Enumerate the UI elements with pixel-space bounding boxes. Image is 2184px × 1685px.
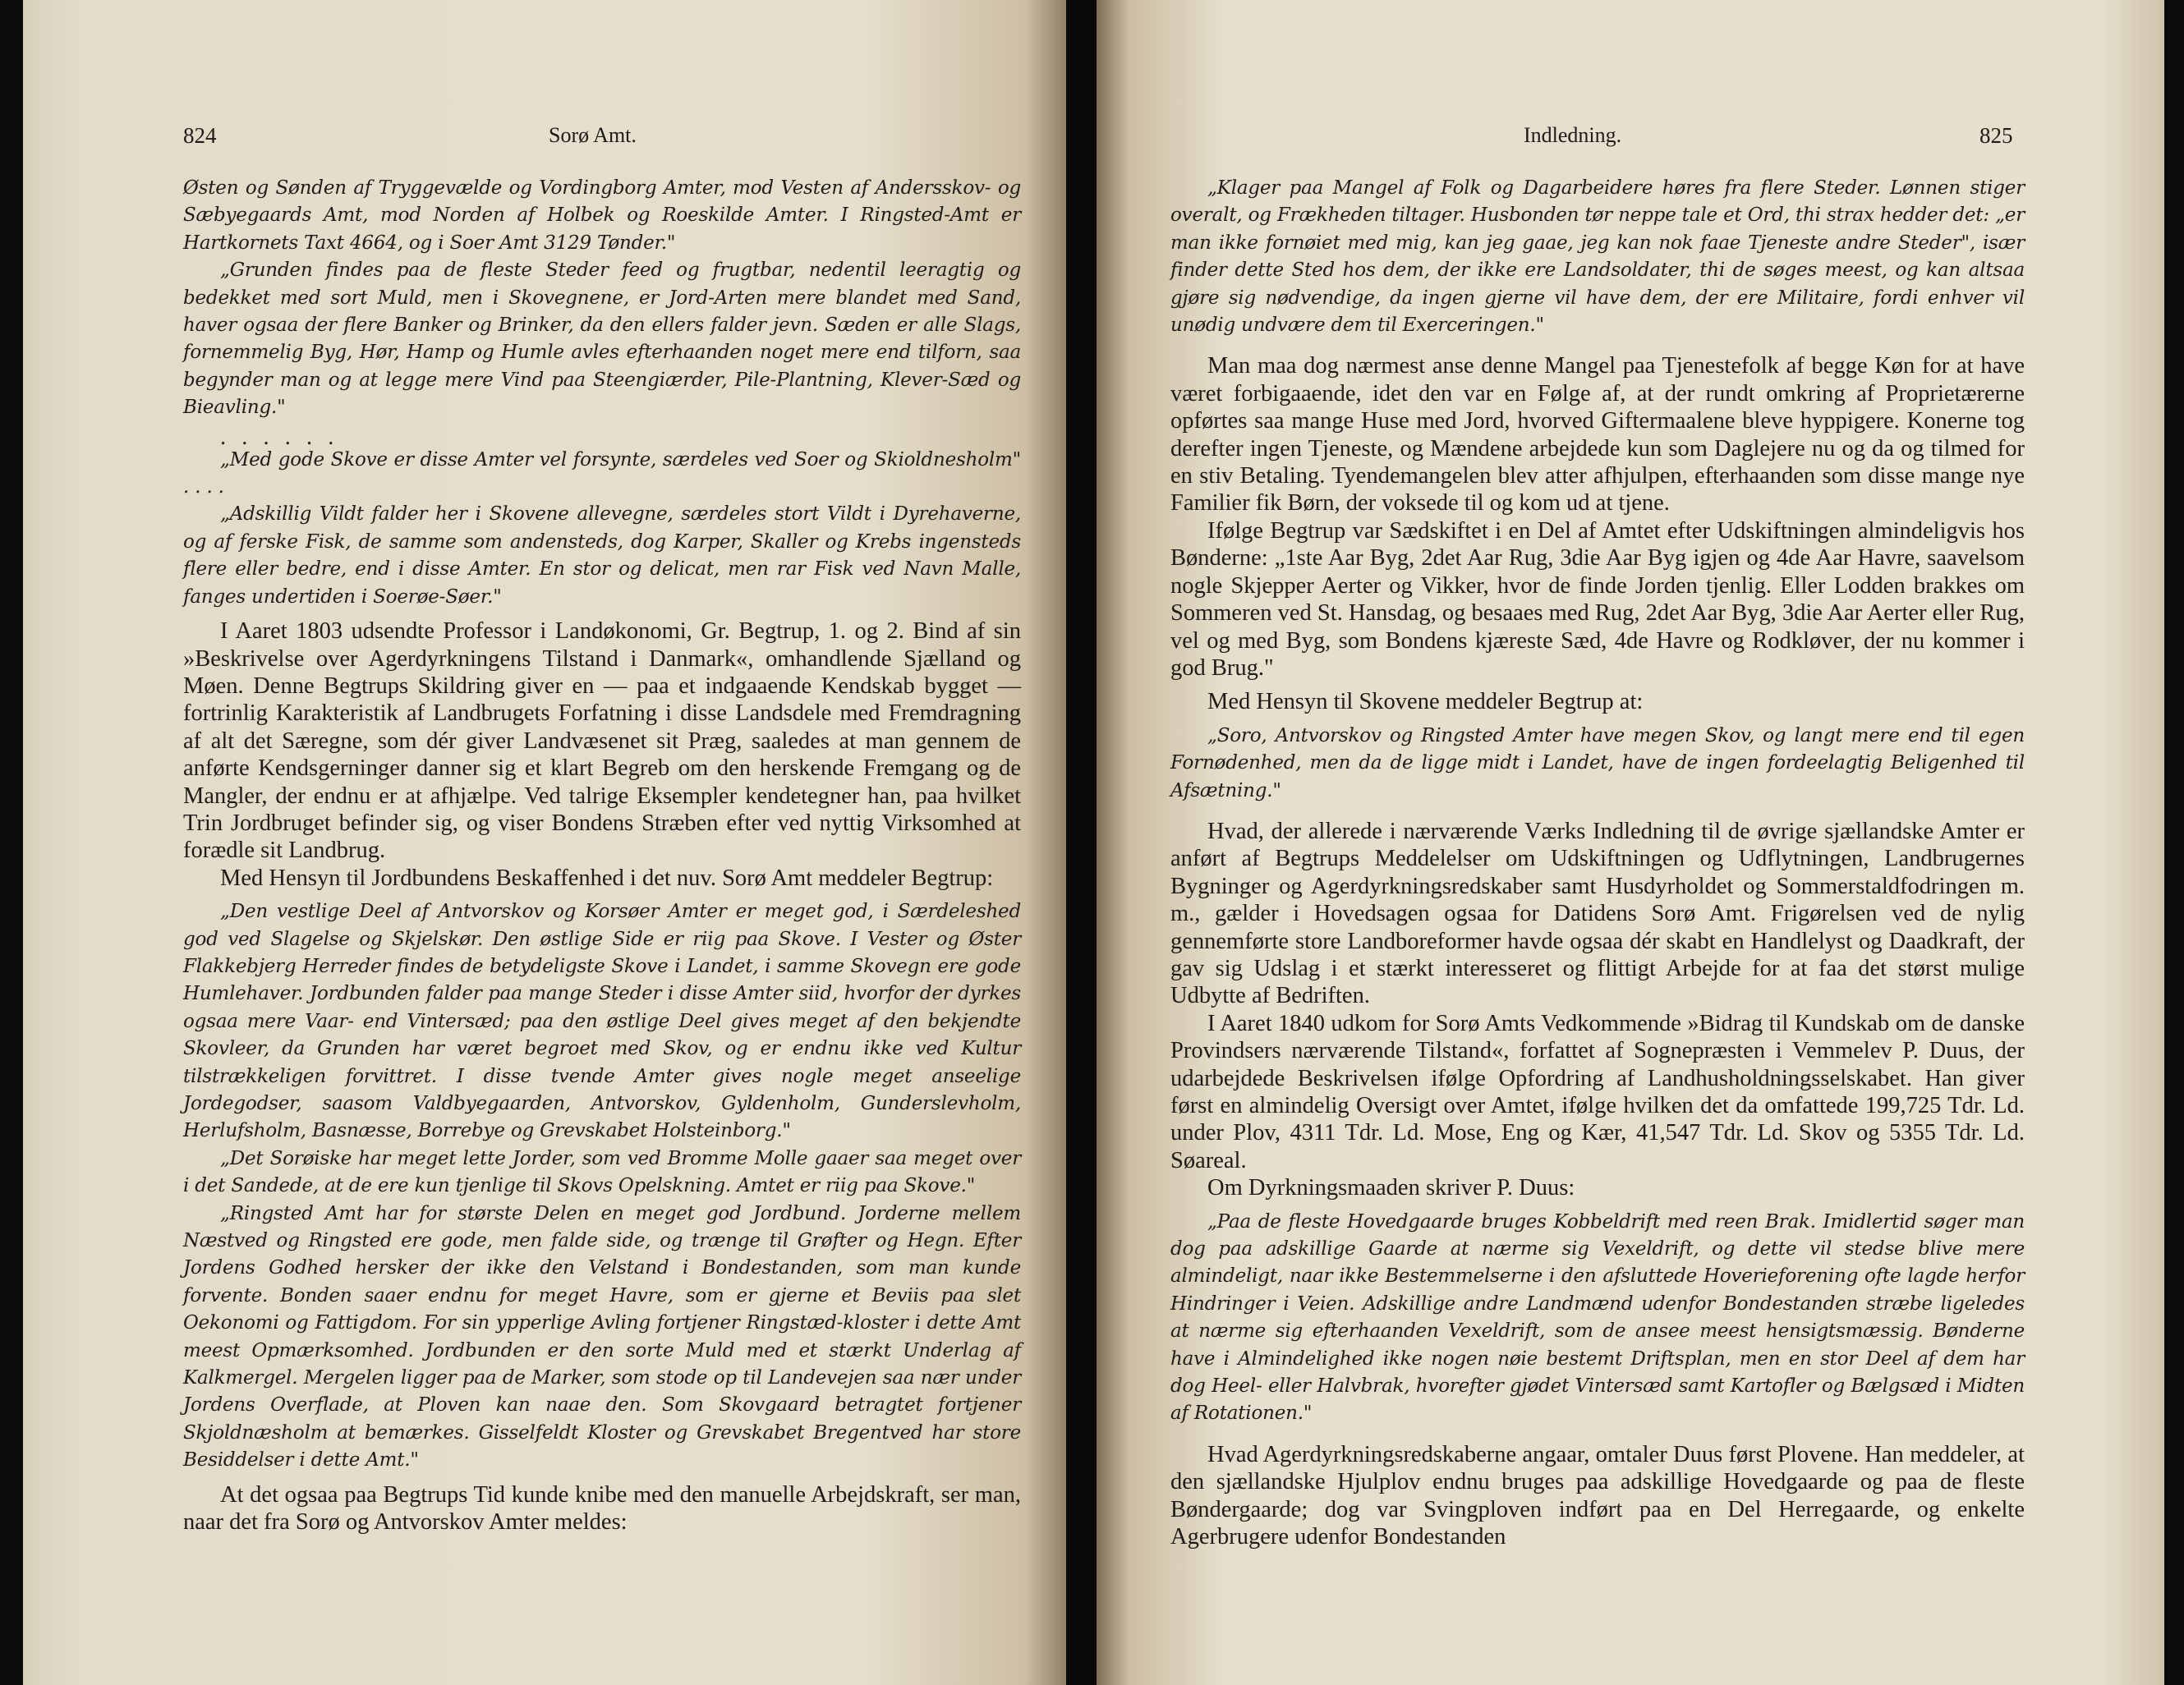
ellipsis-line: . . . . . . [220, 424, 339, 450]
text-column [1170, 175, 2025, 1551]
page-number: 825 [1979, 123, 2013, 148]
paragraph: „Ringsted Amt har for største Delen en meget god Jordbund. Jorderne mellem Næstved og Ringsted ere gode, men falde side, og trænge til Grøfter og Hegn. Efter Jordens Godhed hersker der ikke den Velstand i Bondestanden, som man kunde forvente. Bonden saaer endnu for meget Havre, som er gjerne et Beviis paa slet Oekonomi og Fattigdom. For sin ypperlige Avling fortjener Ringstæd-kloster i dette Amt meest Opmærksomhed. Jordbunden er den sorte Muld med et stærkt Underlag af Kalkmergel. Mergelen ligger paa de Marker, som stode op til Landevejen saa nær under Jordens Overflade, at Ploven kan naae den. Som Skovgaard betragtet fortjener Skjoldnæsholm at bemærkes. Gisselfeldt Kloster og Grevskabet Bregentved har store Besiddelser i dette Amt." [183, 1202, 1021, 1472]
running-head: Indledning. [1524, 123, 1622, 147]
paragraph: „Den vestlige Deel af Antvorskov og Korsøer Amter er meget god, i Særdeleshed god ved Slagelse og Skjelskør. Den østlige Side er riig paa Skove. I Vester og Øster Flakkebjerg Herreder findes de betydeligste Skove i Landet, i samme Skovegn ere gode Humlehaver. Jordbunden falder paa mange Steder i disse Amter siid, hvorfor der dyrkes ogsaa mere Vaar- end Vintersæd; paa den østlige Deel gives meget af den bekjendte Skovleer, da Grunden har været begroet med Skov, og er endnu ikke ved Kultur tilstrækkeligen forvittret. I disse tvende Amter gives nogle meget anseelige Jordegodser, saasom Valdbyegaarden, Antvorskov, Gyldenholm, Gunderslevholm, Herlufsholm, Basnæsse, Borrebye og Grevskabet Holsteinborg." [183, 901, 1021, 1142]
paragraph: Om Dyrkningsmaaden skriver P. Duus: [1207, 1175, 1575, 1201]
paragraph: „Det Sorøiske har meget lette Jorder, som ved Bromme Molle gaaer saa meget over i det Sandede, at de ere kun tjenlige til Skovs Opelskning. Amtet er riig paa Skove." [183, 1147, 1021, 1197]
paragraph: Hvad, der allerede i nærværende Værks Indledning til de øvrige sjællandske Amter er anført af Begtrups Meddelelser om Udskiftningen og Udflytningen, Landbrugernes Bygninger og Agerdyrkningsredskaber samt Husdyrholdet og Sommerstaldfodringen m. m., gælder i Hovedsagen ogsaa for Datidens Sorø Amt. Frigørelsen ved de nylig gennemførte store Landboreformer havde ogsaa dér skabt en Handlelyst og Daadkraft, der gav sig Udslag i et stærkt interesseret og flittigt Arbejde for at faa det størst mulige Udbytte af Bedriften. [1170, 818, 2025, 1009]
paragraph: Hvad Agerdyrkningsredskaberne angaar, omtaler Duus først Plovene. Han meddeler, at den sjællandske Hjulplov endnu bruges paa adskillige Hovedgaarde og paa de fleste Bøndergaarde; dog var Svingploven indført paa en Del Herregaarde, og enkelte Agerbrugere udenfor Bondestanden [1170, 1441, 2025, 1550]
paragraph: Man maa dog nærmest anse denne Mangel paa Tjenestefolk af begge Køn for at have været forbigaaende, idet den var en Følge af, at der rundt omkring af Proprietærerne opførtes saa mange Huse med Jord, hvorved Giftermaalene bleve hyppigere. Konerne tog derefter ingen Tjeneste, og Mændene arbejdede kun som Daglejere nu og da og tilmed for en stiv Betaling. Tyendemangelen blev atter afhjulpen, efterhaanden som disse mange nye Familier fik Børn, der voksede til og kom ud at tjene. [1170, 353, 2025, 517]
left-page [23, 0, 1066, 1685]
paragraph: Østen og Sønden af Tryggevælde og Vordingborg Amter, mod Vesten af Andersskov- og Sæbyegaards Amt, mod Norden af Holbek og Roeskilde Amter. I Ringsted-Amt er Hartkornets Taxt 4664, og i Soer Amt 3129 Tønder." [183, 177, 1021, 254]
paragraph: „Paa de fleste Hovedgaarde bruges Kobbeldrift med reen Brak. Imidlertid søger man dog paa adskillige Gaarde at nærme sig Vexeldrift, og dette vil stedse blive mere almindeligt, naar ikke Bestemmelserne i den afsluttede Hoverieforening ofte lagde herfor Hindringer i Veien. Adskillige andre Landmænd udenfor Bondestanden stræbe ligeledes at nærme sig efterhaanden Vexeldrift, som de ansee meest hensigtsmæssig. Bønderne have i Almindelighed ikke nogen nøie bestemt Driftsplan, men en stor Deel af dem har dog Heel- eller Halvbrak, hvorefter gjødet Vintersæd samt Kartofler og Bælgsæd i Midten af Rotationen." [1170, 1210, 2025, 1425]
paragraph: „Med gode Skove er disse Amter vel forsynte, særdeles ved Soer og Skioldnesholm" . . . . [183, 448, 1021, 498]
paragraph: „Klager paa Mangel af Folk og Dagarbeidere høres fra flere Steder. Lønnen stiger overalt, og Frækheden tiltager. Husbonden tør neppe tale et Ord, thi strax hedder det: „er man ikke fornøiet med mig, kan jeg gaae, jeg kan nok faae Tjeneste andre Steder", især finder dette Sted hos dem, der ikke ere Landsoldater, thi de søges meest, og kan altsaa gjøre sig nødvendige, da ingen gjerne vil have dem, der ere Militaire, fordi enhver vil unødig undvære dem til Exerceringen." [1170, 177, 2025, 337]
paragraph: I Aaret 1803 udsendte Professor i Landøkonomi, Gr. Begtrup, 1. og 2. Bind af sin »Beskrivelse over Agerdyrkningens Tilstand i Danmark«, omhandlende Sjælland og Møen. Denne Begtrups Skildring giver en — paa et indgaaende Kendskab bygget — fortrinlig Karakteristik af Landbrugets Forfatning i disse Landsdele med Fremdragning af alt det Særegne, som dér giver Landvæsenet sit Præg, saaledes at man gennem de anførte Kendsgerninger danner sig et klart Begreb om den herskende Fremgang og de Mangler, der endnu er at afhjælpe. Ved talrige Eksempler kendetegner han, paa hvilket Trin Jordbruget befinder sig, og viser Bondens Stræben efter ved nyttig Virksomhed at forædle sit Landbrug. [183, 618, 1021, 864]
paragraph: At det ogsaa paa Begtrups Tid kunde knibe med den manuelle Arbejdskraft, ser man, naar det fra Sorø og Antvorskov Amter meldes: [183, 1481, 1021, 1536]
paragraph: „Grunden findes paa de fleste Steder feed og frugtbar, nedentil leeragtig og bedekket med sort Muld, men i Skovegnene, er Jord-Arten mere blandet med Sand, haver ogsaa der flere Banker og Brinker, da den ellers falder jevn. Sæden er alle Slags, fornemmelig Byg, Hør, Hamp og Humle avles efterhaanden noget mere end tilforn, saa begynder man og at legge mere Vind paa Steengiærder, Pile-Plantning, Klever-Sæd og Bieavling." [183, 259, 1021, 419]
paragraph: „Adskillig Vildt falder her i Skovene allevegne, særdeles stort Vildt i Dyrehaverne, og af ferske Fisk, de samme som andensteds, dog Karper, Skaller og Krebs ingensteds flere eller bedre, end i disse Amter. En stor og delicat, men rar Fisk ved Navn Malle, fanges undertiden i Soerøe-Søer." [183, 503, 1021, 608]
book-gutter [1066, 0, 1097, 1685]
page-number: 824 [183, 123, 217, 148]
paragraph: Ifølge Begtrup var Sædskiftet i en Del af Amtet efter Udskiftningen almindeligvis hos Bønderne: „1ste Aar Byg, 2det Aar Rug, 3die Aar Byg igjen og 4de Aar Havre, saavelsom nogle Skjepper Aerter og Vikker, hvor de finde Jorden tjenlig. Eller Lodden brakkes om Sommeren ved St. Hansdag, og besaaes med Rug, 2det Aar Byg, 3die Aar Aerter eller Rug, vel og med Byg, som Bondens kjæreste Sæd, 4de Havre og Rodkløver, der nu kommer i god Brug." [1170, 517, 2025, 681]
paragraph: Med Hensyn til Jordbundens Beskaffenhed i det nuv. Sorø Amt meddeler Begtrup: [220, 865, 994, 891]
running-head: Sorø Amt. [549, 123, 637, 147]
paragraph: I Aaret 1840 udkom for Sorø Amts Vedkommende »Bidrag til Kundskab om de danske Provindsers nærværende Tilstand«, forfattet af Sognepræsten i Vemmelev P. Duus, der udarbejdede Beskrivelsen ifølge Opfordring af Landhusholdningsselskabet. Han giver først en almindelig Oversigt over Amtet, ifølge hvilken det da omfattede 199,725 Tdr. Ld. under Plov, 4311 Tdr. Ld. Mose, Eng og Kær, 41,547 Tdr. Ld. Skov og 5355 Tdr. Ld. Søareal. [1170, 1010, 2025, 1173]
right-page [1097, 0, 2164, 1685]
paragraph: „Soro, Antvorskov og Ringsted Amter have megen Skov, og langt mere end til egen Fornødenhed, men da de ligge midt i Landet, have de ingen fordeelagtig Beligenhed til Afsætning." [1170, 724, 2025, 801]
text-column [183, 175, 1021, 1536]
paragraph: Med Hensyn til Skovene meddeler Begtrup at: [1207, 689, 1644, 715]
